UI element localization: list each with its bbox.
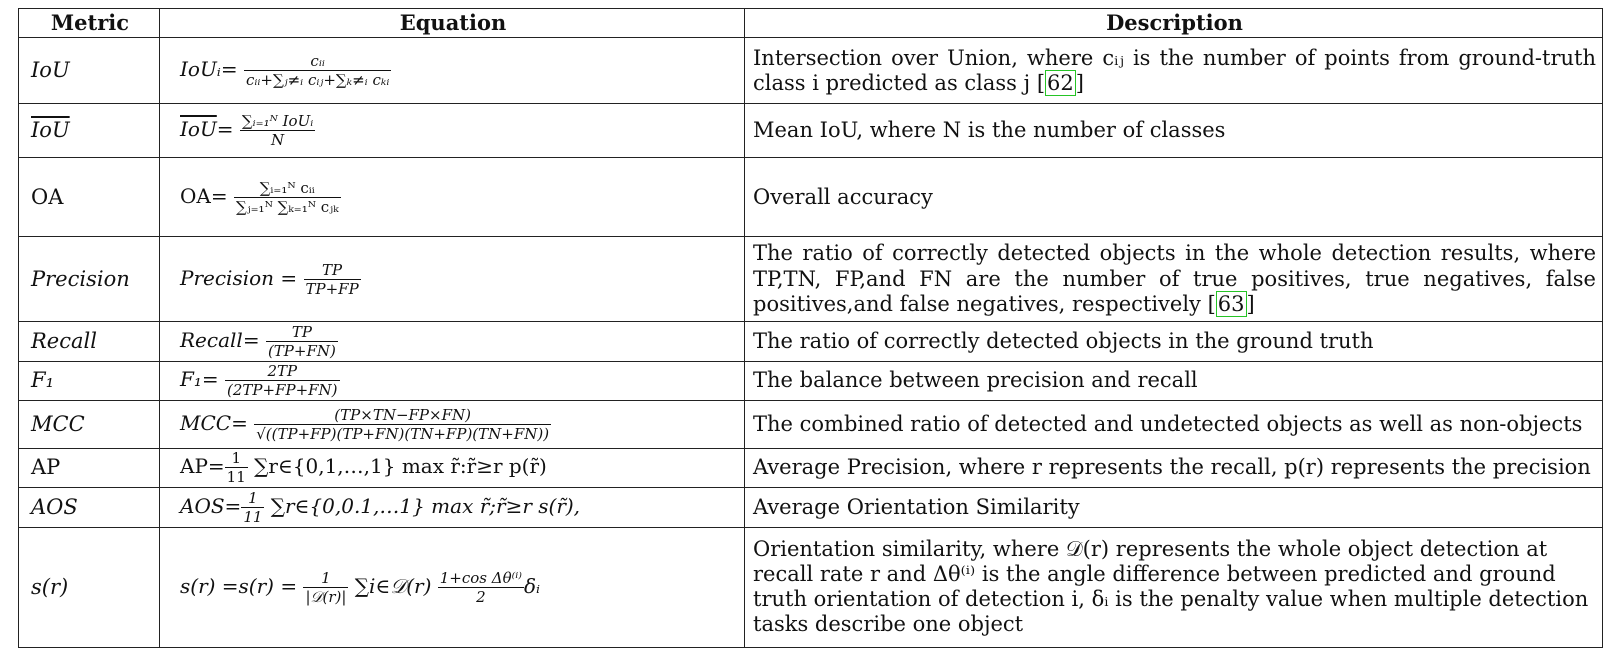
table-row <box>19 237 1603 322</box>
metric-cell: Recall <box>19 322 160 361</box>
header-metric: Metric <box>19 9 160 38</box>
table-row <box>19 38 1603 104</box>
description-cell: The ratio of correctly detected objects in the whole detection results, where TP,TN, FP,and FN are the number of true positives, true negatives, false positives,and false negatives, respectively [63] <box>745 237 1603 322</box>
fraction-numerator: TP <box>266 323 338 342</box>
equation-equals: = <box>216 117 234 142</box>
fraction <box>225 362 340 399</box>
equation-cell <box>160 361 745 400</box>
fraction-numerator: 1+cos Δθ⁽ⁱ⁾ <box>439 568 522 587</box>
equation-lhs: OA= <box>180 183 228 208</box>
equation-lhs: IoUᵢ= <box>180 57 238 82</box>
fraction <box>266 323 338 360</box>
table-row <box>19 361 1603 400</box>
fraction-numerator: 1 <box>303 569 348 588</box>
equation-cell <box>160 158 745 237</box>
table-row <box>19 158 1603 237</box>
table-row <box>19 401 1603 449</box>
equation-sum: ∑i∈𝒟(r) <box>354 573 432 598</box>
equation-cell <box>160 104 745 158</box>
fraction <box>240 112 315 149</box>
metric-cell: s(r) <box>19 527 160 647</box>
fraction-denominator: ∑ⱼ₌₁ᴺ ∑ₖ₌₁ᴺ cⱼₖ <box>235 197 339 216</box>
equation-cell <box>160 527 745 647</box>
fraction-denominator: N <box>271 131 285 150</box>
description-text: The ratio of correctly detected objects in the whole detection results, where TP,TN, FP,and FN are the number of true positives, true negatives, false positives,and false negatives, respectively <box>753 241 1596 316</box>
fraction <box>304 261 361 298</box>
description-cell: The combined ratio of detected and undetected objects as well as non-objects <box>745 401 1603 449</box>
fraction <box>254 406 551 443</box>
fraction <box>234 179 341 216</box>
equation-cell <box>160 322 745 361</box>
description-cell: Intersection over Union, where cᵢⱼ is the number of points from ground-truth class i predicted as class j [62] <box>745 38 1603 104</box>
table-row <box>19 448 1603 487</box>
metrics-table <box>18 8 1603 648</box>
equation-tail: δᵢ <box>524 573 541 598</box>
fraction-numerator: cᵢᵢ <box>244 52 391 71</box>
fraction-numerator: TP <box>304 261 361 280</box>
description-cell: The balance between precision and recall <box>745 361 1603 400</box>
metric-cell <box>19 104 160 158</box>
fraction-numerator: (TP×TN−FP×FN) <box>254 406 551 425</box>
description-cell: Orientation similarity, where 𝒟(r) represents the whole object detection at recall rate r and Δθ⁽ⁱ⁾ is the angle difference between predicted and ground truth orientation of detection i, δᵢ is the penalty value when multiple detection tasks describe one object <box>745 527 1603 647</box>
table-row <box>19 527 1603 647</box>
metric-cell: MCC <box>19 401 160 449</box>
equation-lhs: MCC= <box>180 410 248 435</box>
fraction-denominator: 11 <box>226 468 246 487</box>
metric-cell: F₁ <box>19 361 160 400</box>
citation-link[interactable]: 63 <box>1217 291 1245 316</box>
fraction-numerator: 2TP <box>225 362 340 381</box>
fraction-numerator: 1 <box>241 489 264 508</box>
header-description: Description <box>745 9 1603 38</box>
equation-lhs: AP= <box>180 454 225 479</box>
description-text: Intersection over Union, where cᵢⱼ is the number of points from ground-truth class i predicted as class j <box>753 45 1596 95</box>
fraction <box>244 52 391 89</box>
description-cell: Average Precision, where r represents the recall, p(r) represents the precision <box>745 448 1603 487</box>
equation-lhs: F₁= <box>180 367 219 392</box>
fraction-denominator: (TP+FN) <box>267 341 336 360</box>
metric-cell: IoU <box>19 38 160 104</box>
equation-lhs: AOS= <box>180 493 242 518</box>
metric-cell: AOS <box>19 488 160 527</box>
description-cell: The ratio of correctly detected objects in the ground truth <box>745 322 1603 361</box>
equation-rest: ∑r∈{0,0.1,…1} max r̃;r̃≥r s(r̃), <box>270 493 581 518</box>
equation-cell <box>160 448 745 487</box>
description-cell: Overall accuracy <box>745 158 1603 237</box>
equation-lhs: s(r) =s(r) = <box>180 573 298 598</box>
fraction-denominator: TP+FP <box>305 279 359 298</box>
fraction <box>225 449 248 486</box>
equation-lhs: $\overline{IoU}$ <box>180 117 217 142</box>
fraction-denominator: √((TP+FP)(TP+FN)(TN+FP)(TN+FN)) <box>256 424 550 443</box>
equation-lhs: Precision = <box>180 265 298 290</box>
fraction <box>241 489 264 526</box>
description-cell: Mean IoU, where N is the number of classes <box>745 104 1603 158</box>
fraction-denominator: cᵢᵢ+∑ⱼ≠ᵢ cᵢⱼ+∑ₖ≠ᵢ cₖᵢ <box>245 71 390 90</box>
equation-rest: ∑r∈{0,1,…,1} max r̃:r̃≥r p(r̃) <box>254 454 547 479</box>
citation-link[interactable]: 62 <box>1047 70 1074 95</box>
fraction <box>303 569 348 606</box>
fraction-denominator: (2TP+FP+FN) <box>227 381 338 400</box>
fraction <box>438 569 524 606</box>
header-row <box>19 9 1603 38</box>
fraction-numerator: 1 <box>225 449 248 468</box>
equation-cell <box>160 488 745 527</box>
table-row <box>19 322 1603 361</box>
header-equation: Equation <box>160 9 745 38</box>
fraction-denominator: 11 <box>243 507 263 526</box>
equation-lhs: Recall= <box>180 327 260 352</box>
fraction-denominator: |𝒟(r)| <box>305 587 347 606</box>
fraction-denominator: 2 <box>476 587 486 606</box>
metric-cell: OA <box>19 158 160 237</box>
fraction-numerator: ∑ᵢ₌₁ᴺ IoUᵢ <box>241 112 314 131</box>
equation-cell <box>160 237 745 322</box>
table-row <box>19 488 1603 527</box>
metric-overline-text: $\overline{IoU}$ <box>31 118 70 143</box>
fraction-numerator: ∑ᵢ₌₁ᴺ cᵢᵢ <box>234 179 341 198</box>
equation-cell <box>160 38 745 104</box>
table-row <box>19 104 1603 158</box>
metric-cell: Precision <box>19 237 160 322</box>
description-cell: Average Orientation Similarity <box>745 488 1603 527</box>
metric-cell: AP <box>19 448 160 487</box>
equation-cell <box>160 401 745 449</box>
